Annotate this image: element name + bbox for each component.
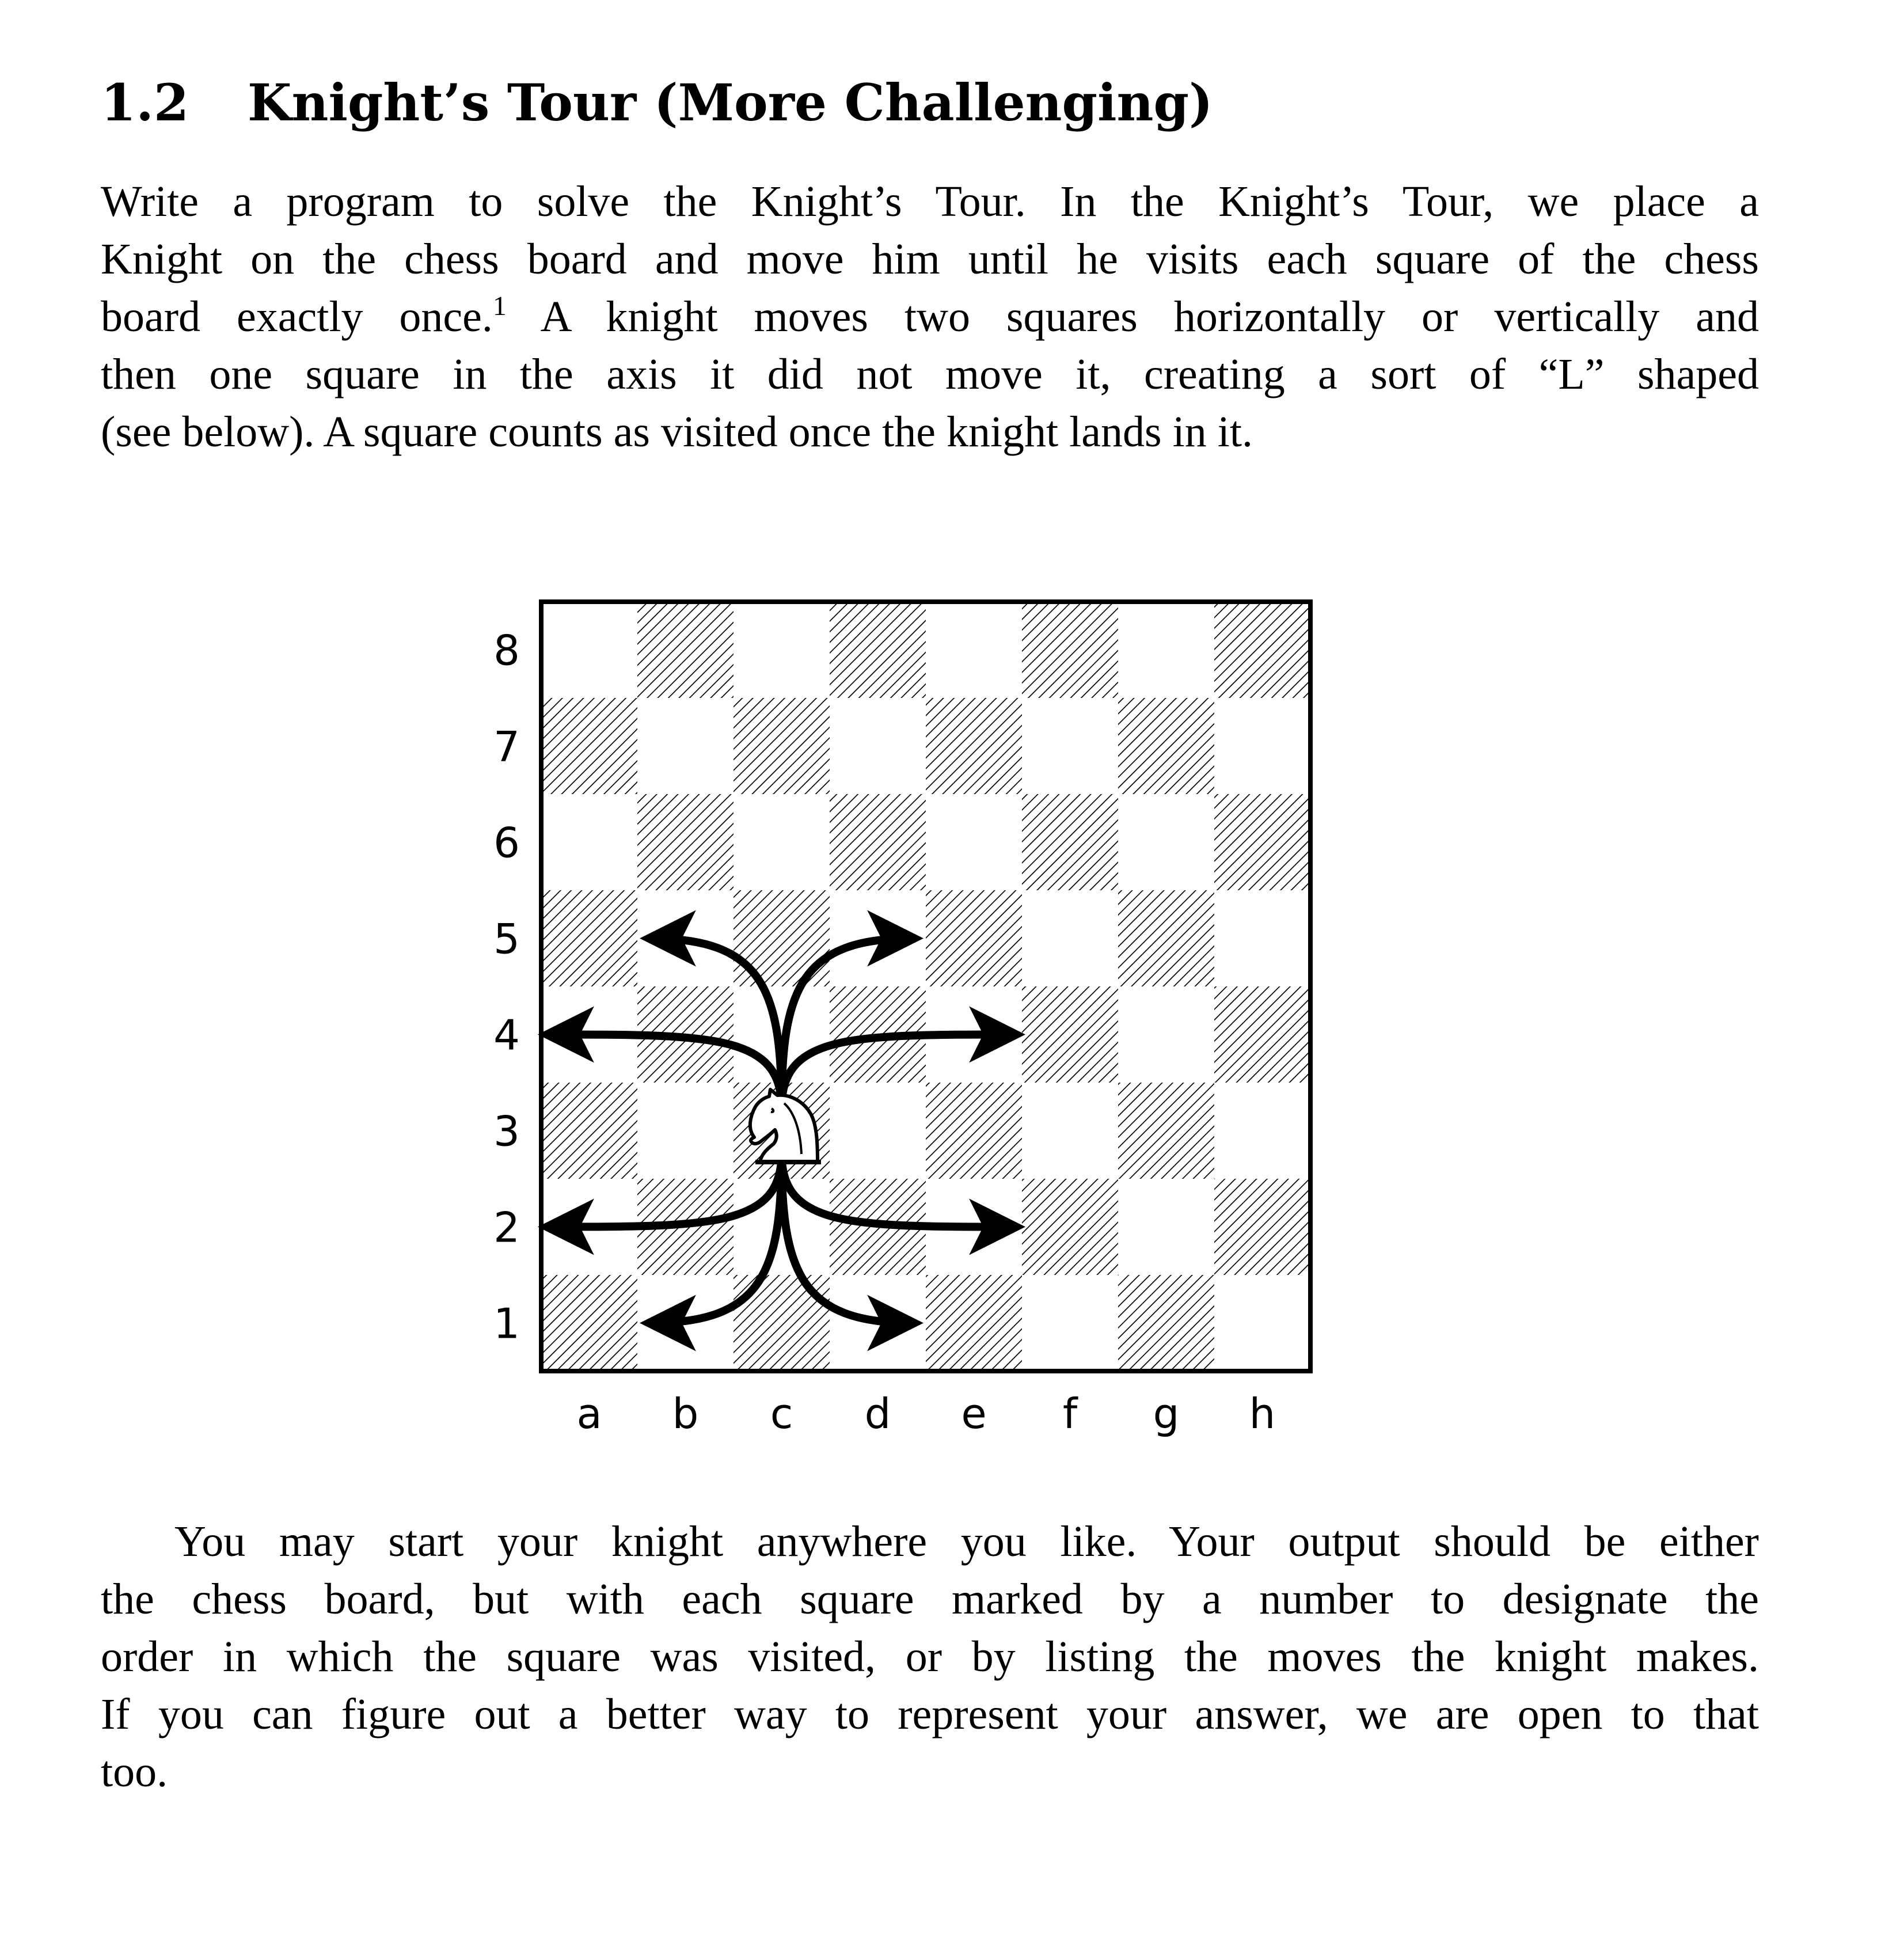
board-squares <box>541 602 1310 1371</box>
square-d6 <box>830 794 926 890</box>
square-g6 <box>1118 794 1214 890</box>
square-h1 <box>1214 1275 1310 1371</box>
paragraph-line: order in which the square was visited, or by listing the moves the knight makes. <box>101 1633 1759 1681</box>
square-b6 <box>637 794 734 890</box>
rank-label-8: 8 <box>493 626 520 675</box>
square-h7 <box>1214 698 1310 794</box>
square-b3 <box>637 1083 734 1179</box>
closing-paragraph <box>101 1513 1759 1801</box>
square-a6 <box>541 794 637 890</box>
section-title: Knight’s Tour (More Challenging) <box>248 73 1213 132</box>
square-a1 <box>541 1275 637 1371</box>
square-g3 <box>1118 1083 1214 1179</box>
paragraph-text: A knight moves two squares horizontally or vertically and <box>506 293 1759 341</box>
square-f2 <box>1022 1179 1118 1275</box>
square-f3 <box>1022 1083 1118 1179</box>
square-d7 <box>830 698 926 794</box>
rank-label-7: 7 <box>493 722 520 771</box>
rank-label-4: 4 <box>493 1011 520 1060</box>
file-label-d: d <box>864 1390 891 1438</box>
paragraph-line: too. <box>101 1748 168 1796</box>
file-label-e: e <box>961 1390 987 1438</box>
square-b8 <box>637 602 734 698</box>
square-g8 <box>1118 602 1214 698</box>
square-b7 <box>637 698 734 794</box>
file-labels <box>576 1390 1275 1438</box>
rank-label-6: 6 <box>493 818 520 867</box>
square-f7 <box>1022 698 1118 794</box>
paragraph-text: board exactly once. <box>101 293 493 341</box>
square-h5 <box>1214 890 1310 986</box>
square-d8 <box>830 602 926 698</box>
footnote-marker[interactable]: 1 <box>492 291 507 321</box>
square-g7 <box>1118 698 1214 794</box>
rank-label-5: 5 <box>493 914 520 963</box>
section-number: 1.2 <box>101 73 189 132</box>
square-c6 <box>734 794 830 890</box>
square-f1 <box>1022 1275 1118 1371</box>
square-e1 <box>926 1275 1022 1371</box>
square-d3 <box>830 1083 926 1179</box>
paragraph-line: (see below). A square counts as visited once the knight lands in it. <box>101 408 1253 456</box>
square-h2 <box>1214 1179 1310 1275</box>
rank-label-2: 2 <box>493 1203 520 1252</box>
square-f5 <box>1022 890 1118 986</box>
square-e5 <box>926 890 1022 986</box>
rank-labels <box>493 627 520 1348</box>
paragraph-line: Knight on the chess board and move him until he visits each square of the chess <box>101 235 1759 283</box>
rank-label-3: 3 <box>493 1107 520 1156</box>
square-h4 <box>1214 986 1310 1083</box>
square-f6 <box>1022 794 1118 890</box>
square-c7 <box>734 698 830 794</box>
square-f8 <box>1022 602 1118 698</box>
square-g4 <box>1118 986 1214 1083</box>
square-e7 <box>926 698 1022 794</box>
square-a7 <box>541 698 637 794</box>
square-f4 <box>1022 986 1118 1083</box>
paragraph-line: the chess board, but with each square marked by a number to designate the <box>101 1575 1759 1623</box>
square-g2 <box>1118 1179 1214 1275</box>
square-c8 <box>734 602 830 698</box>
square-h8 <box>1214 602 1310 698</box>
square-e3 <box>926 1083 1022 1179</box>
square-e6 <box>926 794 1022 890</box>
square-a3 <box>541 1083 637 1179</box>
square-g5 <box>1118 890 1214 986</box>
file-label-b: b <box>672 1390 699 1438</box>
file-label-h: h <box>1249 1390 1276 1438</box>
square-e8 <box>926 602 1022 698</box>
paragraph-line: If you can figure out a better way to represent your answer, we are open to that <box>101 1690 1759 1738</box>
file-label-c: c <box>770 1390 793 1438</box>
rank-label-1: 1 <box>493 1299 520 1348</box>
file-label-a: a <box>576 1390 602 1438</box>
square-h6 <box>1214 794 1310 890</box>
square-a5 <box>541 890 637 986</box>
square-g1 <box>1118 1275 1214 1371</box>
square-a8 <box>541 602 637 698</box>
square-h3 <box>1214 1083 1310 1179</box>
paragraph-line: then one square in the axis it did not move it, creating a sort of “L” shaped <box>101 350 1759 398</box>
file-label-g: g <box>1153 1390 1180 1438</box>
file-label-f: f <box>1062 1390 1078 1438</box>
paragraph-line: You may start your knight anywhere you like. Your output should be either <box>174 1517 1759 1566</box>
paragraph-line: Write a program to solve the Knight’s Tour. In the Knight’s Tour, we place a <box>101 177 1759 226</box>
